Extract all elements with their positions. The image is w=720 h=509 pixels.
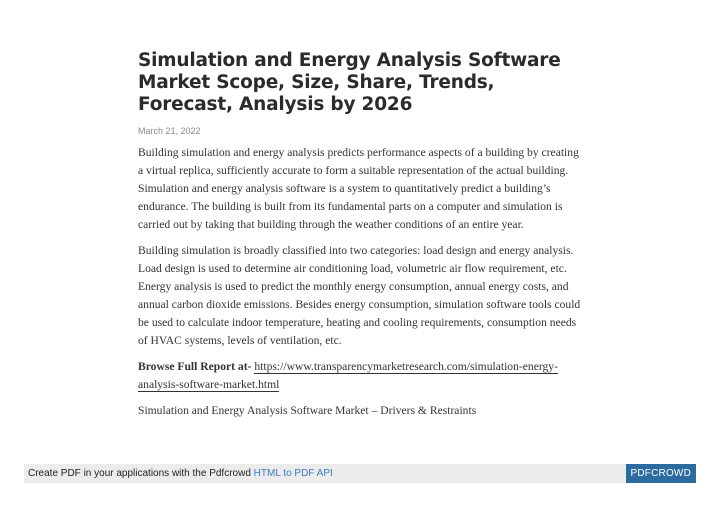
report-label: Browse Full Report at-	[138, 360, 252, 373]
publish-date: March 21, 2022	[138, 126, 201, 136]
pdfcrowd-footer	[24, 464, 696, 483]
report-line	[138, 358, 583, 394]
report-link[interactable]: https://www.transparencymarketresearch.com/simulation-energy-analysis-software-market.html	[138, 360, 558, 391]
pdfcrowd-badge[interactable]: PDFCROWD	[626, 464, 696, 483]
article	[138, 50, 583, 420]
footer-text	[28, 468, 333, 479]
footer-message: Create PDF in your applications with the Pdfcrowd	[28, 468, 251, 479]
paragraph-intro: Building simulation and energy analysis predicts performance aspects of a building by creating a virtual replica, sufficiently accurate to form a suitable representation of the actual building. Simulation and energy analysis software is a system to quantitatively predict a building’s endurance. The building is built from its fundamental parts on a computer and simulation is carried out by taking that building through the weather conditions of an entire year.	[138, 146, 579, 231]
paragraph-classification: Building simulation is broadly classified into two categories: load design and energy analysis. Load design is used to determine air conditioning load, volumetric air flow requirement, etc. Energy analysis is used to predict the monthly energy consumption, annual energy costs, and annual carbon dioxide emissions. Besides energy consumption, simulation software tools could be used to calculate indoor temperature, heating and cooling requirements, consumption needs of HVAC systems, levels of ventilation, etc.	[138, 244, 581, 347]
article-title: Simulation and Energy Analysis Software Market Scope, Size, Share, Trends, Forecast, Analysis by 2026	[138, 50, 561, 115]
html-to-pdf-link[interactable]: HTML to PDF API	[253, 468, 333, 479]
paragraph-drivers: Simulation and Energy Analysis Software Market – Drivers & Restraints	[138, 404, 477, 417]
